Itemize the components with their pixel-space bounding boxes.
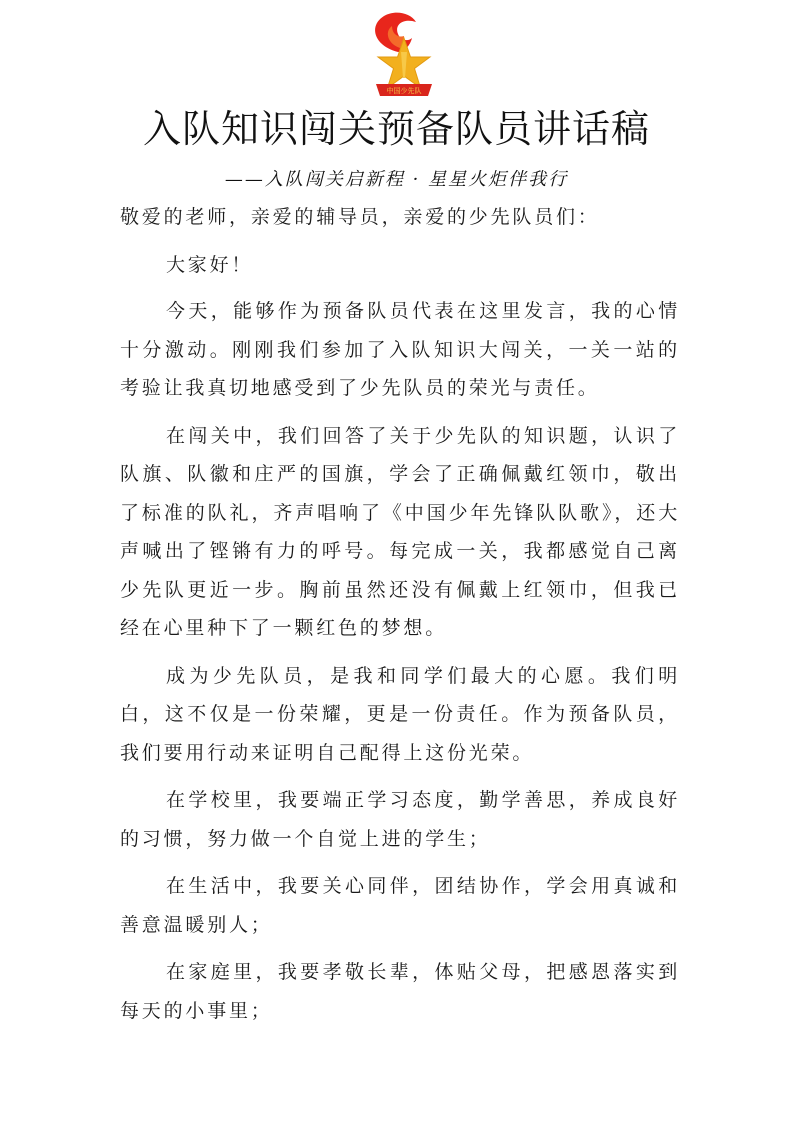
paragraph: 成为少先队员，是我和同学们最大的心愿。我们明白，这不仅是一份荣耀，更是一份责任。作为预备队员，我们要用行动来证明自己配得上这份光荣。	[120, 664, 680, 764]
ribbon-text: 中国少先队	[386, 87, 422, 95]
paragraph: 在家庭里，我要孝敬长辈，体贴父母，把感恩落实到每天的小事里；	[120, 961, 680, 1022]
salutation: 敬爱的老师，亲爱的辅导员，亲爱的少先队员们：	[120, 206, 600, 228]
speech-body	[120, 198, 680, 1039]
emblem-svg	[364, 8, 444, 104]
flame-shape	[375, 13, 416, 52]
paragraph: 在闯关中，我们回答了关于少先队的知识题，认识了队旗、队徽和庄严的国旗，学会了正确佩戴红领巾，敬出了标准的队礼，齐声唱响了《中国少年先锋队队歌》，还大声喊出了铿锵有力的呼号。每完成一关，我都感觉自己离少先队更近一步。胸前虽然还没有佩戴上红领巾，但我已经在心里种下了一颗红色的梦想。	[120, 424, 680, 639]
page-subtitle: ——入队闯关启新程 · 星星火炬伴我行	[224, 169, 569, 190]
paragraph: 今天，能够作为预备队员代表在这里发言，我的心情十分激动。刚刚我们参加了入队知识大闯关，一关一站的考验让我真切地感受到了少先队员的荣光与责任。	[120, 300, 680, 399]
young-pioneers-emblem-icon	[364, 8, 444, 104]
paragraph: 在学校里，我要端正学习态度，勤学善思，养成良好的习惯，努力做一个自觉上进的学生；	[120, 789, 680, 850]
paragraph: 在生活中，我要关心同伴，团结协作，学会用真诚和善意温暖别人；	[120, 875, 680, 936]
page-title: 入队知识闯关预备队员讲话稿	[142, 107, 650, 151]
paragraph-greeting: 大家好！	[166, 253, 254, 276]
